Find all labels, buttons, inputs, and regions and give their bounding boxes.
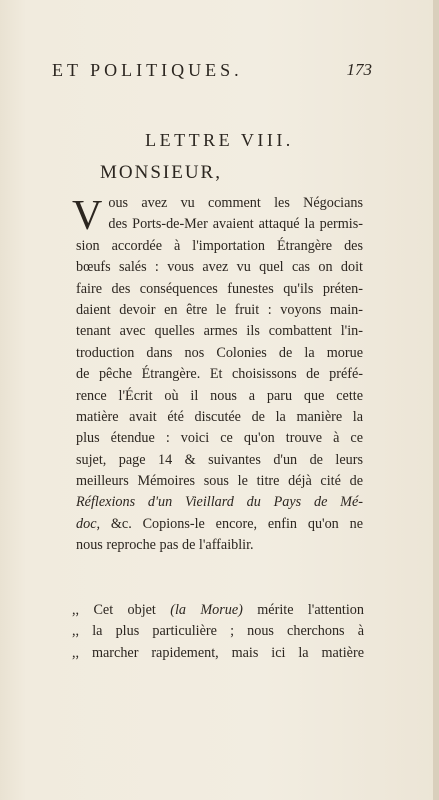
quote-line <box>72 600 364 621</box>
quote-italic: (la Morue) <box>170 602 243 618</box>
body-line: de pêche Étrangère. Et choisissons de préfé- <box>76 366 363 383</box>
salutation: MONSIEUR, <box>100 162 222 183</box>
body-line: sujet, page 14 & suivantes d'un de leurs <box>76 451 363 468</box>
quote-line: ,, marcher rapidement, mais ici la matière <box>72 644 364 661</box>
italic-title: Réflexions d'un Vieillard du Pays de Mé- <box>76 494 363 511</box>
page-edge <box>433 0 439 800</box>
body-line: meilleurs Mémoires sous le titre déjà cité de <box>76 473 363 490</box>
running-header <box>52 60 372 86</box>
quote-text: ,, Cet objet <box>72 602 171 618</box>
body-line-text: &c. Copions-le encore, enfin qu'on ne <box>100 515 363 532</box>
body-line-last: nous reproche pas de l'affaiblir. <box>76 537 254 554</box>
body-line: faire des conséquences funestes qu'ils préten- <box>76 280 363 297</box>
body-line: matière avait été discutée de la manière la <box>76 408 363 425</box>
page-number: 173 <box>346 60 372 79</box>
quotation <box>72 600 364 664</box>
body-line: tenant avec quelles armes ils combattent l'in- <box>76 323 363 340</box>
quote-line: ,, la plus particulière ; nous cherchons à <box>72 623 364 640</box>
body-line: bœufs salés : vous avez vu quel cas on doit <box>76 259 363 276</box>
italic-title-end: doc, <box>76 515 101 532</box>
letter-heading: LETTRE VIII. <box>145 130 294 150</box>
body-line-italic <box>76 492 363 513</box>
body-line: sion accordée à l'importation Étrangère des <box>76 237 363 254</box>
running-title: ET POLITIQUES. <box>52 60 243 80</box>
body-line: daient devoir en être le fruit : voyons main- <box>76 301 363 318</box>
letter-body <box>72 193 363 557</box>
body-line: troduction dans nos Colonies de la morue <box>76 344 363 361</box>
quote-text: mérite l'attention <box>242 602 364 618</box>
body-line: plus étendue : voici ce qu'on trouve à ce <box>76 430 363 447</box>
body-line: rence l'Écrit où il nous a paru que cette <box>76 387 363 404</box>
body-line <box>76 514 363 535</box>
drop-cap: V <box>72 193 103 239</box>
body-line: des Ports-de-Mer avaient attaqué la permis- <box>108 216 363 233</box>
body-line: ous avez vu comment les Négocians <box>108 195 363 211</box>
